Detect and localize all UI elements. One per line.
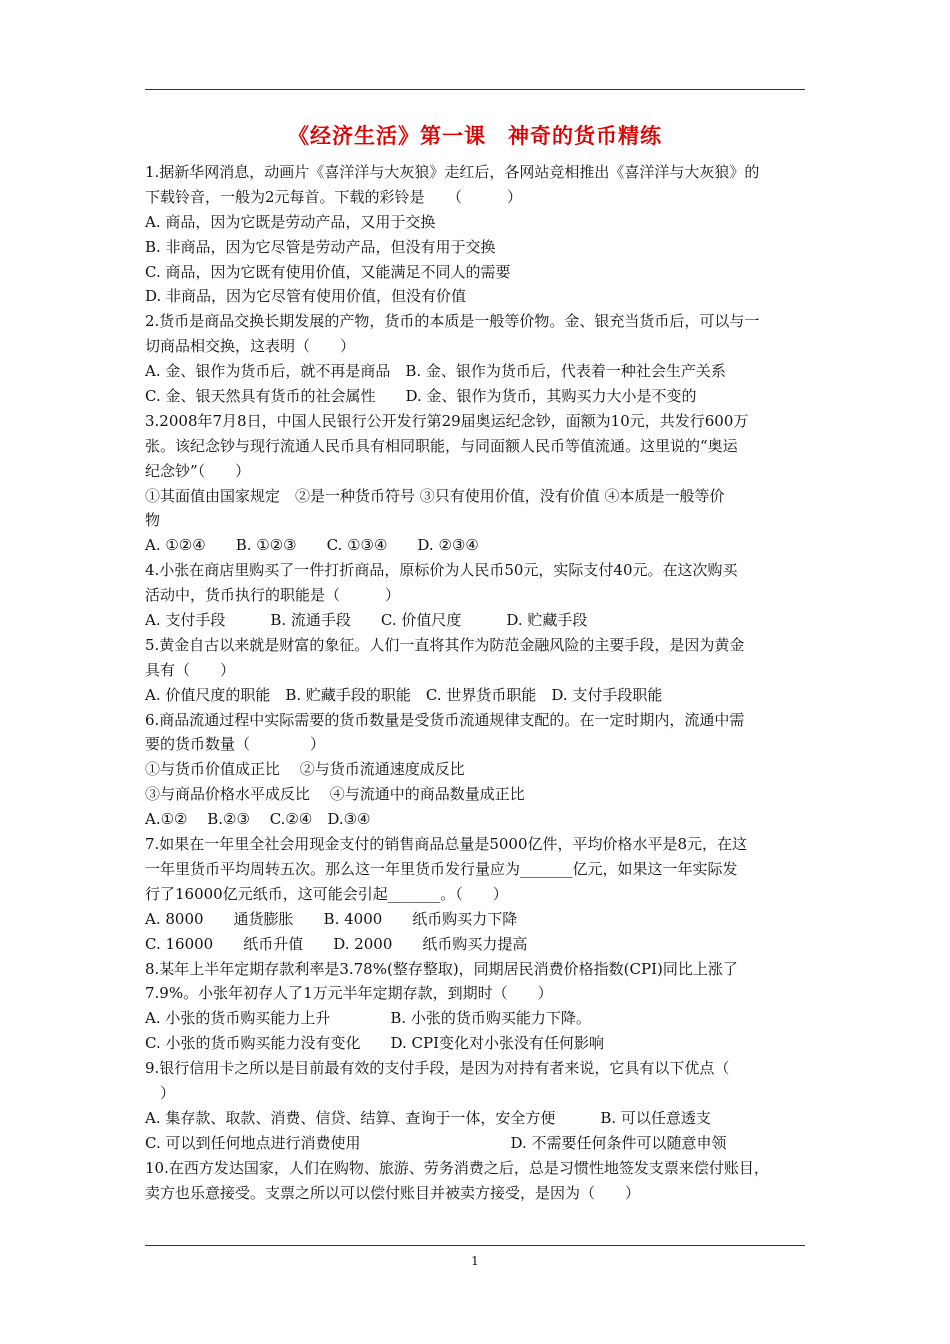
text-line: 2.货币是商品交换长期发展的产物，货币的本质是一般等价物。金、银充当货币后，可以与一 (145, 312, 760, 331)
text-line: A. 金、银作为货币后，就不再是商品 B. 金、银作为货币后，代表着一种社会生产关系 (145, 362, 726, 381)
text-line: A. 商品，因为它既是劳动产品，又用于交换 (145, 212, 436, 231)
text-line: 活动中，货币执行的职能是（ ） (145, 586, 401, 605)
text-line: D. 非商品，因为它尽管有使用价值，但没有价值 (145, 287, 467, 306)
text-line: 7.9%。小张年初存人了1万元半年定期存款，到期时（ ） (145, 984, 553, 1003)
text-line: A. 小张的货币购买能力上升 B. 小张的货币购买能力下降。 (145, 1009, 591, 1028)
text-line: ①与货币价值成正比 ②与货币流通速度成反比 (145, 760, 465, 779)
header-rule (145, 89, 805, 90)
text-line: C. 16000 纸币升值 D. 2000 纸币购买力提高 (145, 934, 528, 953)
text-line: 一年里货币平均周转五次。那么这一年里货币发行量应为_______亿元，如果这一年实际发 (145, 859, 738, 878)
footer-rule (145, 1245, 805, 1246)
document-body (145, 160, 810, 1205)
text-line: A. 支付手段 B. 流通手段 C. 价值尺度 D. 贮藏手段 (145, 611, 588, 630)
text-line: 要的货币数量（ ） (145, 735, 326, 754)
text-line: A. ①②④ B. ①②③ C. ①③④ D. ②③④ (145, 536, 479, 555)
text-line: ③与商品价格水平成反比 ④与流通中的商品数量成正比 (145, 785, 525, 804)
text-line: 7.如果在一年里全社会用现金支付的销售商品总量是5000亿件，平均价格水平是8元，在这 (145, 835, 748, 854)
text-line: 行了16000亿元纸币，这可能会引起_______。（ ） (145, 884, 508, 903)
text-line: 5.黄金自古以来就是财富的象征。人们一直将其作为防范金融风险的主要手段，是因为黄金 (145, 635, 745, 654)
text-line: ） (145, 1083, 176, 1102)
text-line: 张。该纪念钞与现行流通人民币具有相同职能，与同面额人民币等值流通。这里说的“奥运 (145, 436, 738, 455)
text-line: 切商品相交换，这表明（ ） (145, 337, 356, 356)
page-title: 《经济生活》第一课 神奇的货币精练 (288, 123, 662, 148)
text-line: 纪念钞”（ ） (145, 461, 251, 480)
text-line: C. 商品，因为它既有使用价值，又能满足不同人的需要 (145, 262, 511, 281)
text-line: ①其面值由国家规定 ②是一种货币符号 ③只有使用价值，没有价值 ④本质是一般等价 (145, 486, 725, 505)
text-line: 6.商品流通过程中实际需要的货币数量是受货币流通规律支配的。在一定时期内，流通中需 (145, 710, 745, 729)
text-line: 10.在西方发达国家，人们在购物、旅游、劳务消费之后，总是习惯性地签发支票来偿付账目， (145, 1158, 769, 1177)
text-line: C. 小张的货币购买能力没有变化 D. CPI变化对小张没有任何影响 (145, 1034, 605, 1053)
page-number: 1 (471, 1254, 479, 1268)
text-line: C. 金、银天然具有货币的社会属性 D. 金、银作为货币，其购买力大小是不变的 (145, 387, 697, 406)
text-line: 4.小张在商店里购买了一件打折商品，原标价为人民币50元，实际支付40元。在这次购买 (145, 561, 738, 580)
text-line: 具有（ ） (145, 660, 236, 679)
text-line: C. 可以到任何地点进行消费使用 D. 不需要任何条件可以随意申领 (145, 1133, 727, 1152)
text-line: 9.银行信用卡之所以是目前最有效的支付手段，是因为对持有者来说，它具有以下优点（ (145, 1059, 730, 1078)
text-line: A. 集存款、取款、消费、信贷、结算、查询于一体，安全方便 B. 可以任意透支 (145, 1108, 711, 1127)
text-line: 卖方也乐意接受。支票之所以可以偿付账目并被卖方接受，是因为（ ） (145, 1183, 641, 1202)
text-line: B. 非商品，因为它尽管是劳动产品，但没有用于交换 (145, 237, 496, 256)
text-line: 1.据新华网消息，动画片《喜洋洋与大灰狼》走红后，各网站竞相推出《喜洋洋与大灰狼》的 (145, 163, 760, 181)
text-line: 下载铃音，一般为2元每首。下载的彩铃是 （ ） (145, 187, 523, 206)
text-line: A. 8000 通货膨胀 B. 4000 纸币购买力下降 (145, 909, 518, 928)
text-line: 3.2008年7月8日，中国人民银行公开发行第29届奥运纪念钞，面额为10元，共发行600万 (145, 411, 749, 430)
text-line: 物 (145, 511, 161, 530)
text-line: A.①② B.②③ C.②④ D.③④ (145, 810, 371, 829)
text-line: 8.某年上半年定期存款利率是3.78%(整存整取)，同期居民消费价格指数(CPI)同比上涨了 (145, 959, 738, 978)
text-line: A. 价值尺度的职能 B. 贮藏手段的职能 C. 世界货币职能 D. 支付手段职能 (145, 685, 663, 704)
